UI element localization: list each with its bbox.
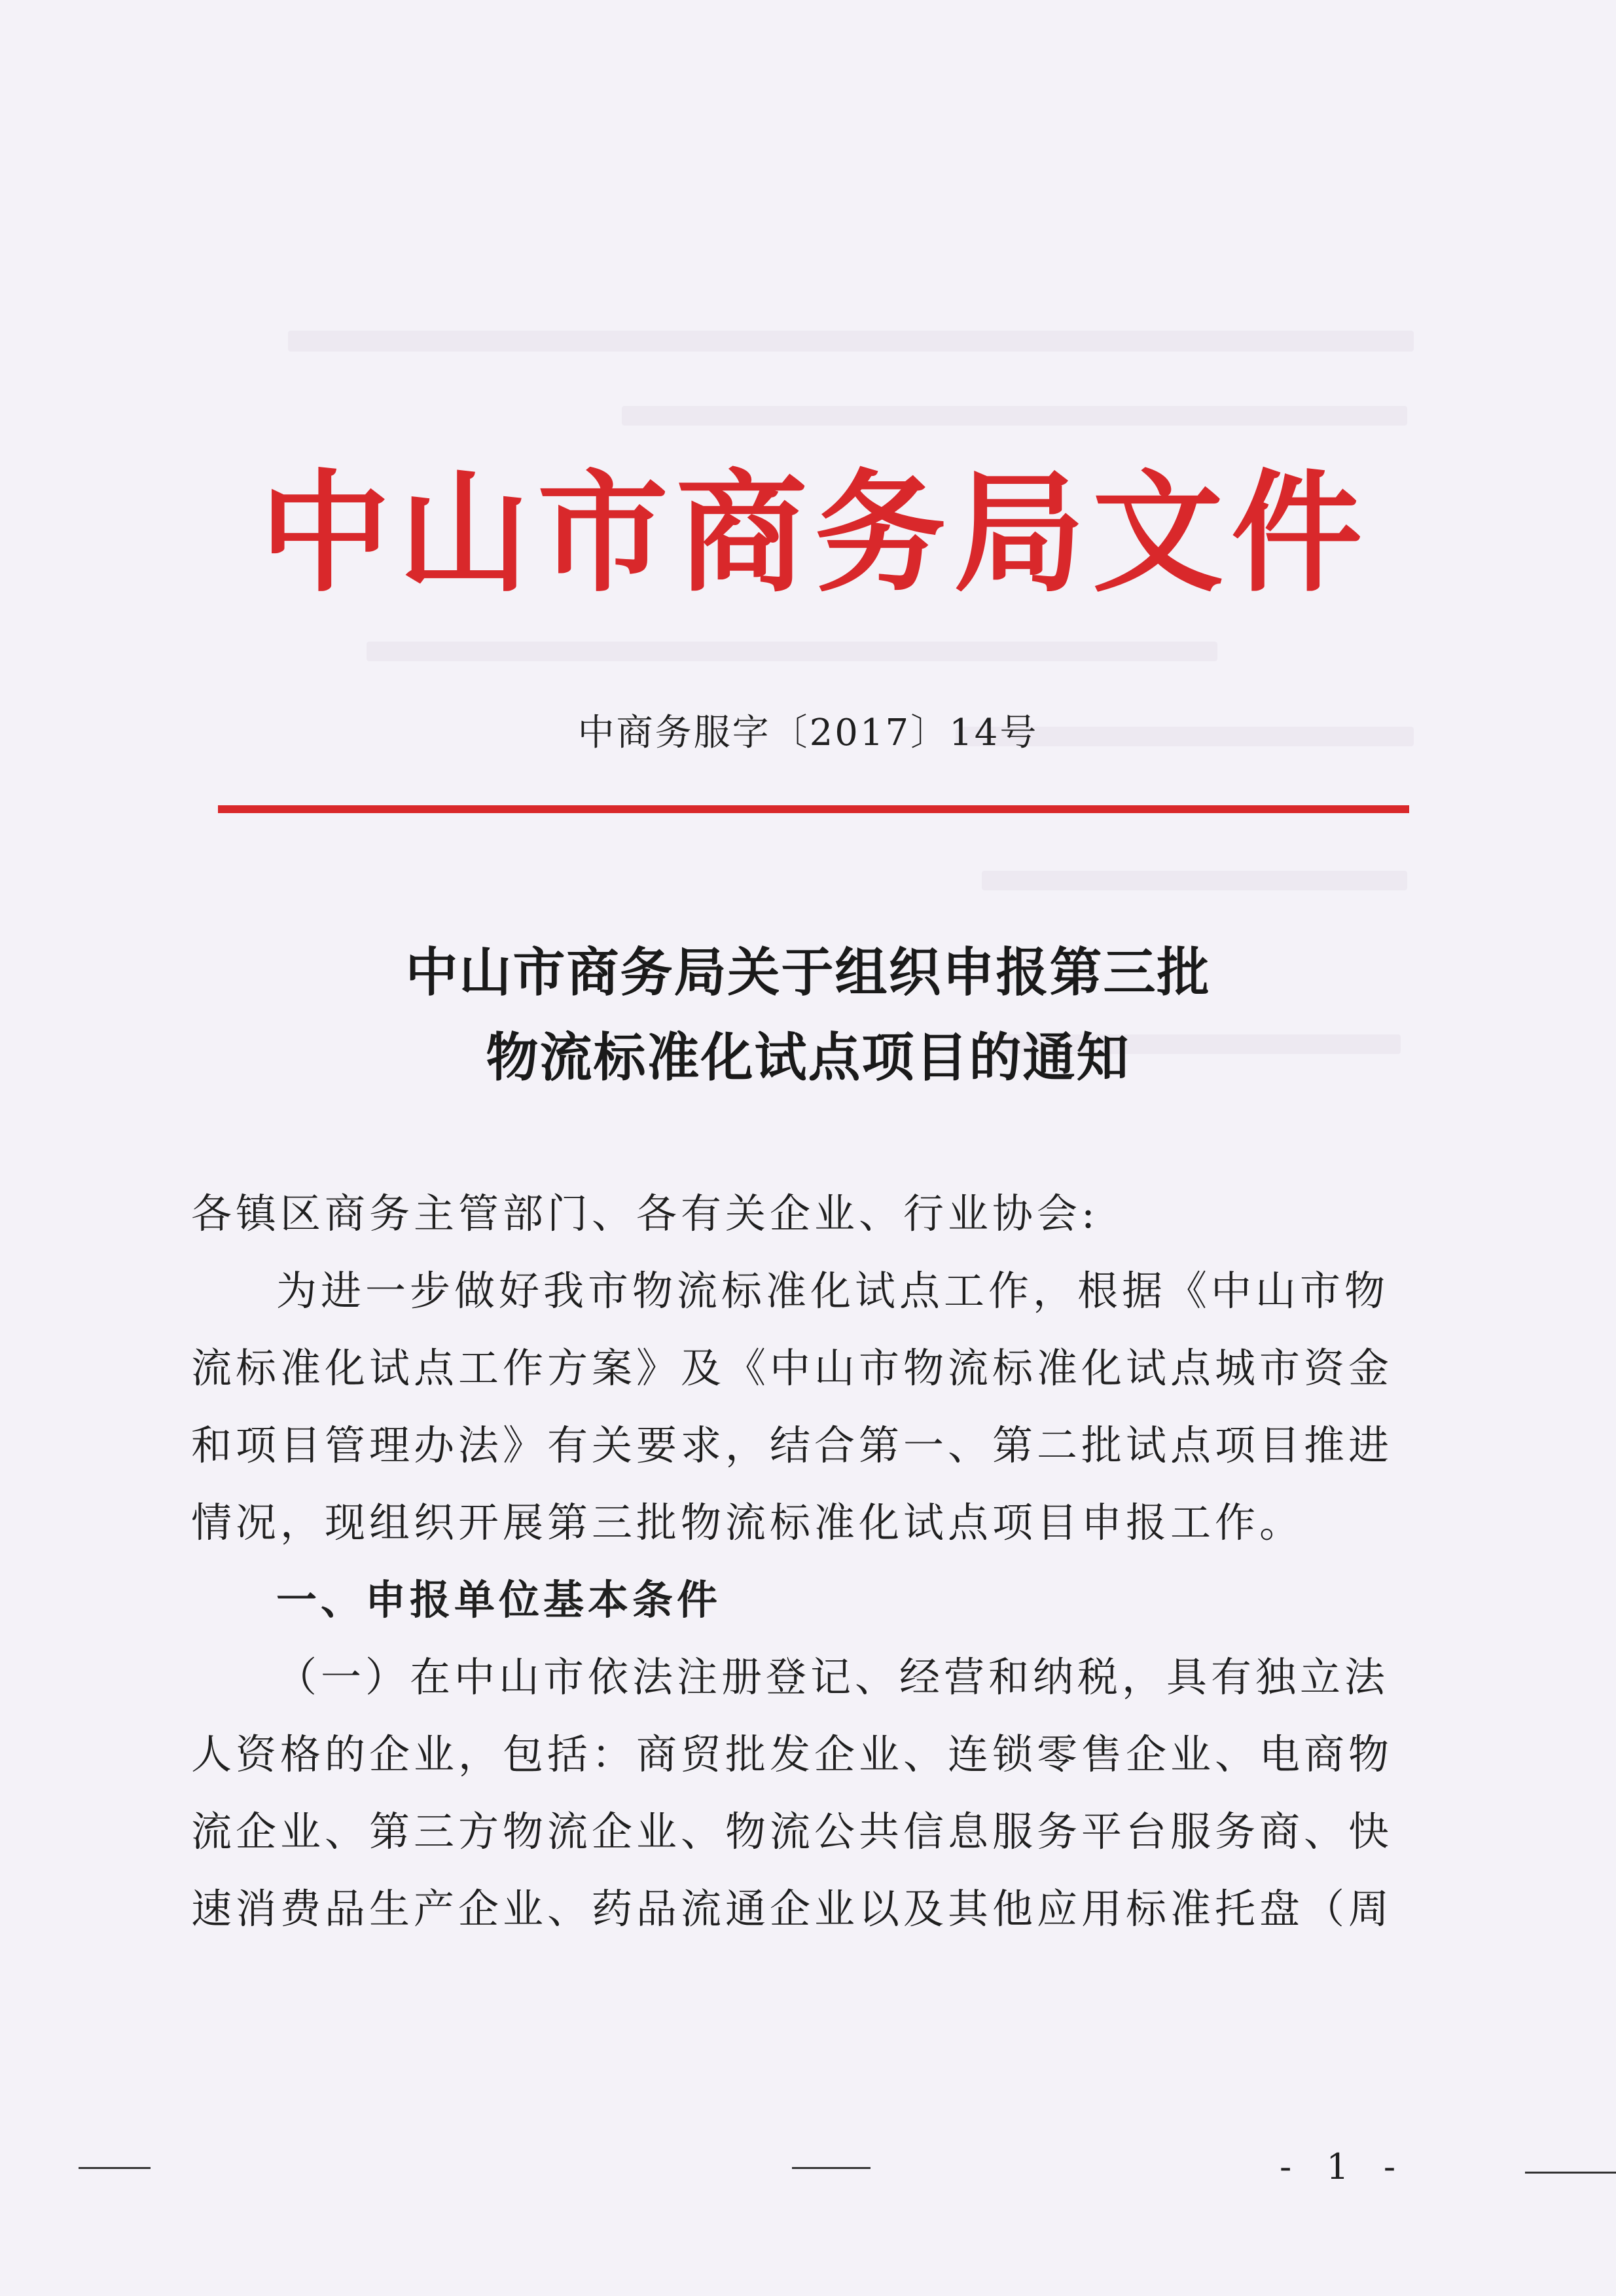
document-body [191, 1175, 1393, 1948]
document-number: 中商务服字〔2017〕14号 [577, 712, 1039, 754]
masthead-title: 中山市商务局文件 [259, 456, 1370, 610]
notice-title-line-2: 物流标准化试点项目的通知 [486, 1027, 1130, 1088]
paragraph-2-line-4: 速消费品生产企业、药品流通企业以及其他应用标准托盘（周 [191, 1885, 1393, 1933]
show-through-mark [982, 871, 1407, 890]
paragraph-1-line-4: 情况，现组织开展第三批物流标准化试点项目申报工作。 [191, 1499, 1304, 1546]
paragraph-1-line-1: 为进一步做好我市物流标准化试点工作，根据《中山市物 [276, 1267, 1390, 1315]
paragraph-1-line-3: 和项目管理办法》有关要求，结合第一、第二批试点项目推进 [191, 1421, 1393, 1469]
show-through-mark [288, 331, 1414, 352]
paragraph-2-line-1: （一）在中山市依法注册登记、经营和纳税，具有独立法 [276, 1653, 1390, 1701]
footer-rule-right [1525, 2172, 1616, 2174]
notice-title-line-1: 中山市商务局关于组织申报第三批 [405, 941, 1211, 1003]
section-1-heading: 一、申报单位基本条件 [276, 1576, 722, 1624]
paragraph-2-line-2: 人资格的企业，包括：商贸批发企业、连锁零售企业、电商物 [191, 1730, 1393, 1778]
notice-title [0, 930, 1616, 1100]
show-through-mark [367, 642, 1217, 661]
paragraph-1-line-2: 流标准化试点工作方案》及《中山市物流标准化试点城市资金 [191, 1344, 1393, 1392]
salutation: 各镇区商务主管部门、各有关企业、行业协会: [191, 1190, 1099, 1237]
red-separator-line [218, 805, 1409, 813]
footer-rule-center [792, 2167, 871, 2169]
paragraph-2-line-3: 流企业、第三方物流企业、物流公共信息服务平台服务商、快 [191, 1808, 1393, 1855]
page-number: - 1 - [1280, 2146, 1408, 2187]
show-through-mark [622, 406, 1407, 426]
footer-rule-left [79, 2167, 151, 2169]
